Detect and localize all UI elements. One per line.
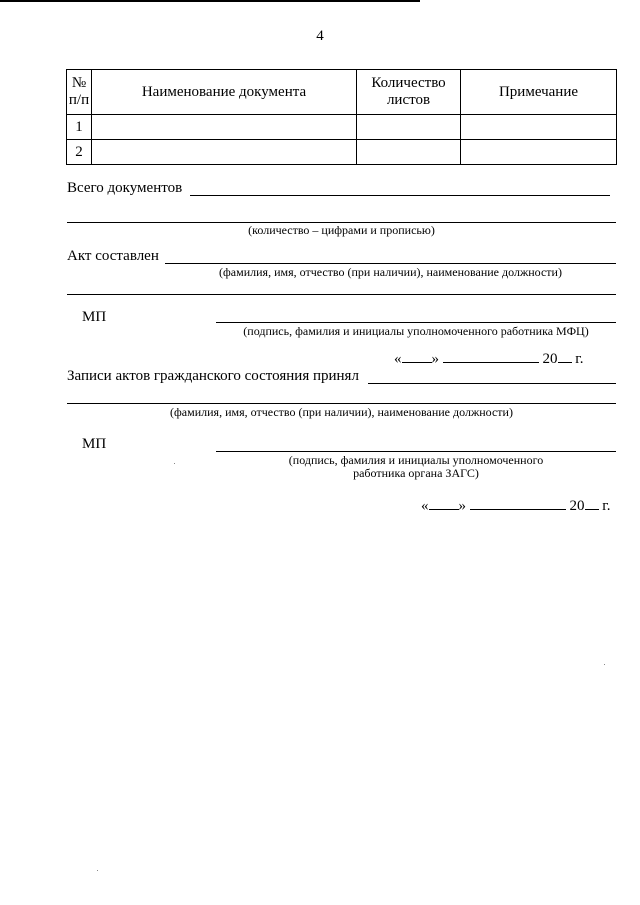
scan-speck [174, 463, 175, 464]
note-cell [461, 140, 617, 165]
documents-table [66, 69, 617, 165]
header-document-name-text: Наименование документа [141, 83, 307, 100]
page-number: 4 [316, 28, 324, 44]
records-accepted-line [368, 383, 616, 384]
total-docs-label: Всего документов [67, 180, 183, 196]
date-field-1 [394, 350, 583, 368]
header-number [67, 70, 92, 115]
year-suffix: г. [575, 351, 584, 367]
mfc-signature-line [216, 322, 616, 323]
scan-speck [604, 664, 605, 665]
note-cell [461, 115, 617, 140]
act-hint: (фамилия, имя, отчество (при наличии), наименование должности) [219, 265, 562, 279]
table-header-row [67, 70, 617, 115]
document-name-cell [92, 115, 357, 140]
sheet-count-cell [357, 115, 461, 140]
total-docs-line [190, 195, 610, 196]
header-sheet-count-line2: листов [386, 92, 431, 108]
mfc-signature-hint: (подпись, фамилия и инициалы уполномоченного работника МФЦ) [243, 324, 589, 338]
act-label: Акт составлен [67, 248, 159, 264]
day-blank [429, 497, 459, 510]
header-number-line2: п/п [68, 92, 90, 108]
header-note-text: Примечание [498, 83, 579, 100]
total-docs-hint: (количество – цифрами и прописью) [248, 223, 435, 237]
zags-stamp-label: МП [82, 436, 107, 452]
year-blank [585, 497, 599, 510]
year-blank [558, 350, 572, 363]
date-open-quote: « [421, 498, 429, 514]
top-border-line [0, 0, 420, 2]
zags-signature-line [216, 451, 616, 452]
zags-signature-hint-line1: (подпись, фамилия и инициалы уполномоченного [288, 453, 544, 467]
date-open-quote: « [394, 351, 402, 367]
year-prefix: 20 [542, 351, 558, 367]
records-accepted-line-2 [67, 403, 616, 404]
month-blank [470, 497, 566, 510]
month-blank [443, 350, 539, 363]
date-field-2 [421, 497, 610, 515]
date-close-quote: » [431, 351, 439, 367]
header-note [461, 70, 617, 115]
sheet-count-cell [357, 140, 461, 165]
header-number-line1: № [71, 75, 87, 91]
date-close-quote: » [458, 498, 466, 514]
records-accepted-label: Записи актов гражданского состояния принял [67, 368, 359, 384]
year-prefix: 20 [569, 498, 585, 514]
day-blank [402, 350, 432, 363]
scan-speck [97, 870, 98, 871]
records-accepted-hint: (фамилия, имя, отчество (при наличии), наименование должности) [170, 405, 513, 419]
header-document-name [92, 70, 357, 115]
act-line-2 [67, 294, 616, 295]
table-row [67, 115, 617, 140]
table-row [67, 140, 617, 165]
act-line [165, 263, 616, 264]
header-sheet-count [357, 70, 461, 115]
header-sheet-count-line1: Количество [371, 75, 446, 91]
row-number-cell: 1 [67, 115, 92, 140]
mfc-stamp-label: МП [82, 309, 107, 325]
zags-signature-hint-line2: работника органа ЗАГС) [353, 466, 479, 480]
year-suffix: г. [602, 498, 611, 514]
row-number-cell: 2 [67, 140, 92, 165]
document-name-cell [92, 140, 357, 165]
